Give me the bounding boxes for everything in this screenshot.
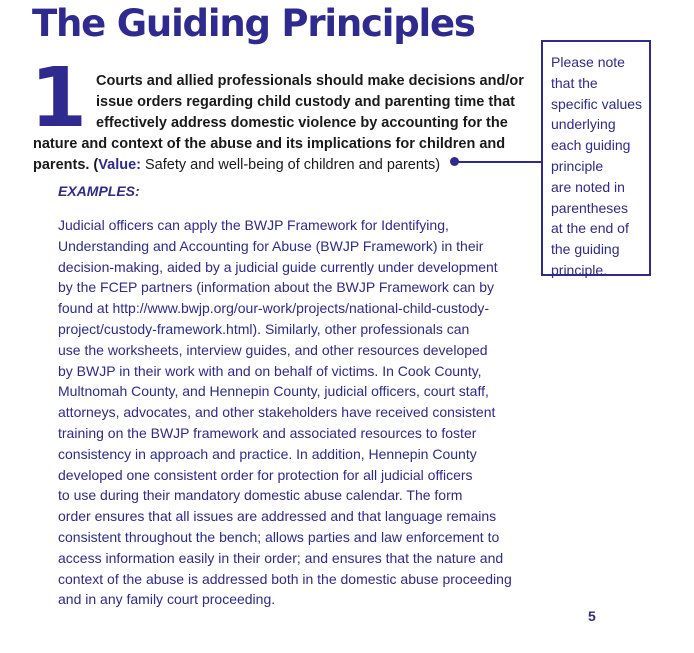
principle-line: Courts and allied professionals should make decisions and/or xyxy=(96,73,524,89)
examples-line: access information easily in their order; and ensures that the nature and xyxy=(58,549,504,566)
examples-heading: EXAMPLES: xyxy=(58,183,140,199)
examples-line: Understanding and Accounting for Abuse (BWJP Framework) in their xyxy=(58,237,484,254)
note-line: each guiding xyxy=(551,137,631,154)
principle-line: nature and context of the abuse and its implications for children and xyxy=(33,136,506,152)
note-line: principle. xyxy=(551,261,608,278)
principle-number: 1 xyxy=(30,51,88,146)
examples-line: to use during their mandatory domestic abuse calendar. The form xyxy=(58,487,463,504)
examples-line: order ensures that all issues are addressed and that language remains xyxy=(58,508,497,525)
note-line: Please note xyxy=(551,54,625,70)
note-line: at the end of xyxy=(551,220,629,237)
note-line: the guiding xyxy=(551,241,620,258)
examples-line: project/custody-framework.html). Similarly, other professionals can xyxy=(58,320,470,337)
page-title: The Guiding Principles xyxy=(32,2,475,45)
note-line: underlying xyxy=(551,116,616,133)
page-number: 5 xyxy=(588,608,596,624)
callout-connector xyxy=(456,161,542,163)
note-line: are noted in xyxy=(551,178,625,195)
examples-line: found at http://www.bwjp.org/our-work/projects/national-child-custody- xyxy=(58,300,490,317)
value-text: Safety and well-being of children and parents) xyxy=(140,157,441,173)
note-line: specific values xyxy=(551,95,643,112)
examples-body xyxy=(58,215,538,610)
examples-line: use the worksheets, interview guides, and other resources developed xyxy=(58,341,488,358)
note-line: that the xyxy=(551,74,598,91)
examples-line: decision-making, aided by a judicial guide currently under development xyxy=(58,258,498,275)
examples-line: and in any family court proceeding. xyxy=(58,591,276,608)
examples-line: Judicial officers can apply the BWJP Framework for Identifying, xyxy=(58,217,449,233)
examples-line: consistent throughout the bench; allows parties and law enforcement to xyxy=(58,528,500,545)
examples-line: Multnomah County, and Hennepin County, judicial officers, court staff, xyxy=(58,383,489,400)
examples-line: by BWJP in their work with and on behalf of victims. In Cook County, xyxy=(58,362,482,379)
value-label: Value: xyxy=(98,157,141,173)
principle-line: effectively address domestic violence by accounting for the xyxy=(96,115,508,131)
examples-line: attorneys, advocates, and other stakeholders have received consistent xyxy=(58,404,496,421)
principle-line-end: parents. ( xyxy=(33,157,99,173)
examples-line: by the FCEP partners (information about the BWJP Framework can by xyxy=(58,279,495,296)
examples-line: consistency in approach and practice. In addition, Hennepin County xyxy=(58,445,477,462)
examples-line: context of the abuse is addressed both in the domestic abuse proceeding xyxy=(58,570,512,587)
sidebar-note xyxy=(541,40,651,276)
examples-line: developed one consistent order for protection for all judicial officers xyxy=(58,466,473,483)
examples-line: training on the BWJP framework and associated resources to foster xyxy=(58,424,477,441)
note-line: principle xyxy=(551,157,604,174)
principle-line: issue orders regarding child custody and parenting time that xyxy=(96,94,515,110)
note-line: parentheses xyxy=(551,199,629,216)
